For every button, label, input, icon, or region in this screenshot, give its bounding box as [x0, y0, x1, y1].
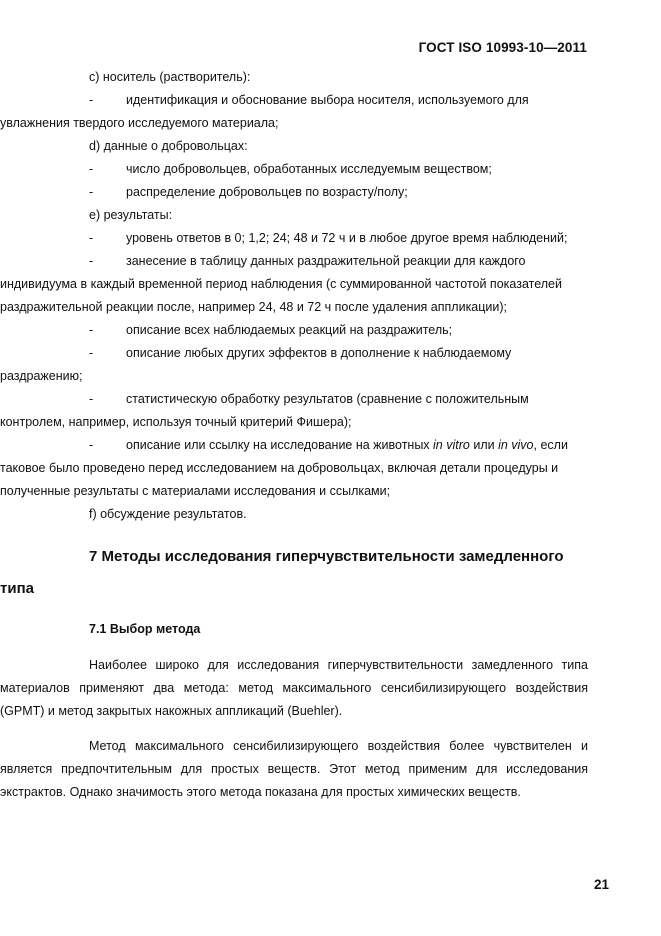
page-number: 21	[593, 877, 609, 892]
list-item	[0, 158, 588, 181]
standard-header: ГОСТ ISO 10993-10—2011	[418, 40, 587, 55]
dash-marker: -	[89, 323, 94, 337]
paragraph: Метод максимального сенсибилизирующего воздействия более чувствителен и является предпочтительным для простых веществ. Этот метод применим для исследования экстрактов. Однако значимость этого метода показана для простых химических веществ.	[0, 739, 588, 799]
section-7-title-line2: типа	[0, 580, 34, 597]
in-vitro-term: in vitro	[433, 438, 470, 452]
dash-marker: -	[89, 231, 94, 245]
list-item	[0, 250, 588, 319]
dash-marker: -	[89, 185, 94, 199]
item-f-discussion: f) обсуждение результатов.	[89, 507, 247, 521]
dash-marker: -	[89, 438, 94, 452]
dash-marker: -	[89, 346, 94, 360]
list-item-text-part: , если таковое было проведено перед исследованием на добровольцах, включая детали процедуры и полученные результаты с материалами исследования и ссылками;	[0, 438, 568, 498]
list-item-text: идентификация и обоснование выбора носителя, используемого для увлажнения твердого исследуемого материала;	[0, 93, 529, 130]
list-item	[0, 388, 588, 434]
dash-marker: -	[89, 162, 94, 176]
paragraph: Наиболее широко для исследования гиперчувствительности замедленного типа материалов применяют два метода: метод максимального сенсибилизирующего воздействия (GPMT) и метод закрытых накожных аппликаций (Buehler).	[0, 657, 588, 718]
list-item-text: уровень ответов в 0; 1,2; 24; 48 и 72 ч и в любое другое время наблюдений;	[126, 231, 568, 245]
list-item	[0, 319, 588, 342]
list-item	[0, 227, 588, 250]
item-d-volunteers: d) данные о добровольцах:	[89, 139, 248, 153]
item-e-results: е) результаты:	[89, 208, 173, 222]
item-c-carrier: с) носитель (растворитель):	[89, 70, 251, 84]
subsection-7-1-heading: 7.1 Выбор метода	[89, 622, 201, 636]
dash-marker: -	[89, 392, 94, 406]
list-item-text-part: или	[469, 438, 499, 452]
section-7-heading	[0, 542, 588, 604]
list-item-text: описание любых других эффектов в дополнение к наблюдаемому раздражению;	[0, 346, 512, 383]
list-item	[0, 434, 588, 503]
dash-marker: -	[89, 93, 94, 107]
page-content	[0, 66, 588, 817]
list-item-text: распределение добровольцев по возрасту/полу;	[126, 185, 408, 199]
list-item-text-part: описание или ссылку на исследование на животных	[126, 438, 434, 452]
list-item-text: занесение в таблицу данных раздражительной реакции для каждого индивидуума в каждый временной период наблюдения (с суммированной частотой показателей раздражительной реакции после, например 24, 48 и 72 ч после удаления аппликации);	[0, 254, 562, 314]
in-vivo-term: in vivo	[498, 438, 534, 452]
list-item-text: статистическую обработку результатов (сравнение с положительным контролем, например, используя точный критерий Фишера);	[0, 392, 529, 429]
list-item-text: описание всех наблюдаемых реакций на раздражитель;	[126, 323, 453, 337]
dash-marker: -	[89, 254, 94, 268]
list-item-text: число добровольцев, обработанных исследуемым веществом;	[126, 162, 492, 176]
list-item	[0, 181, 588, 204]
list-item	[0, 89, 588, 135]
section-7-title-line1: 7 Методы исследования гиперчувствительности замедленного	[89, 548, 564, 565]
list-item	[0, 342, 588, 388]
